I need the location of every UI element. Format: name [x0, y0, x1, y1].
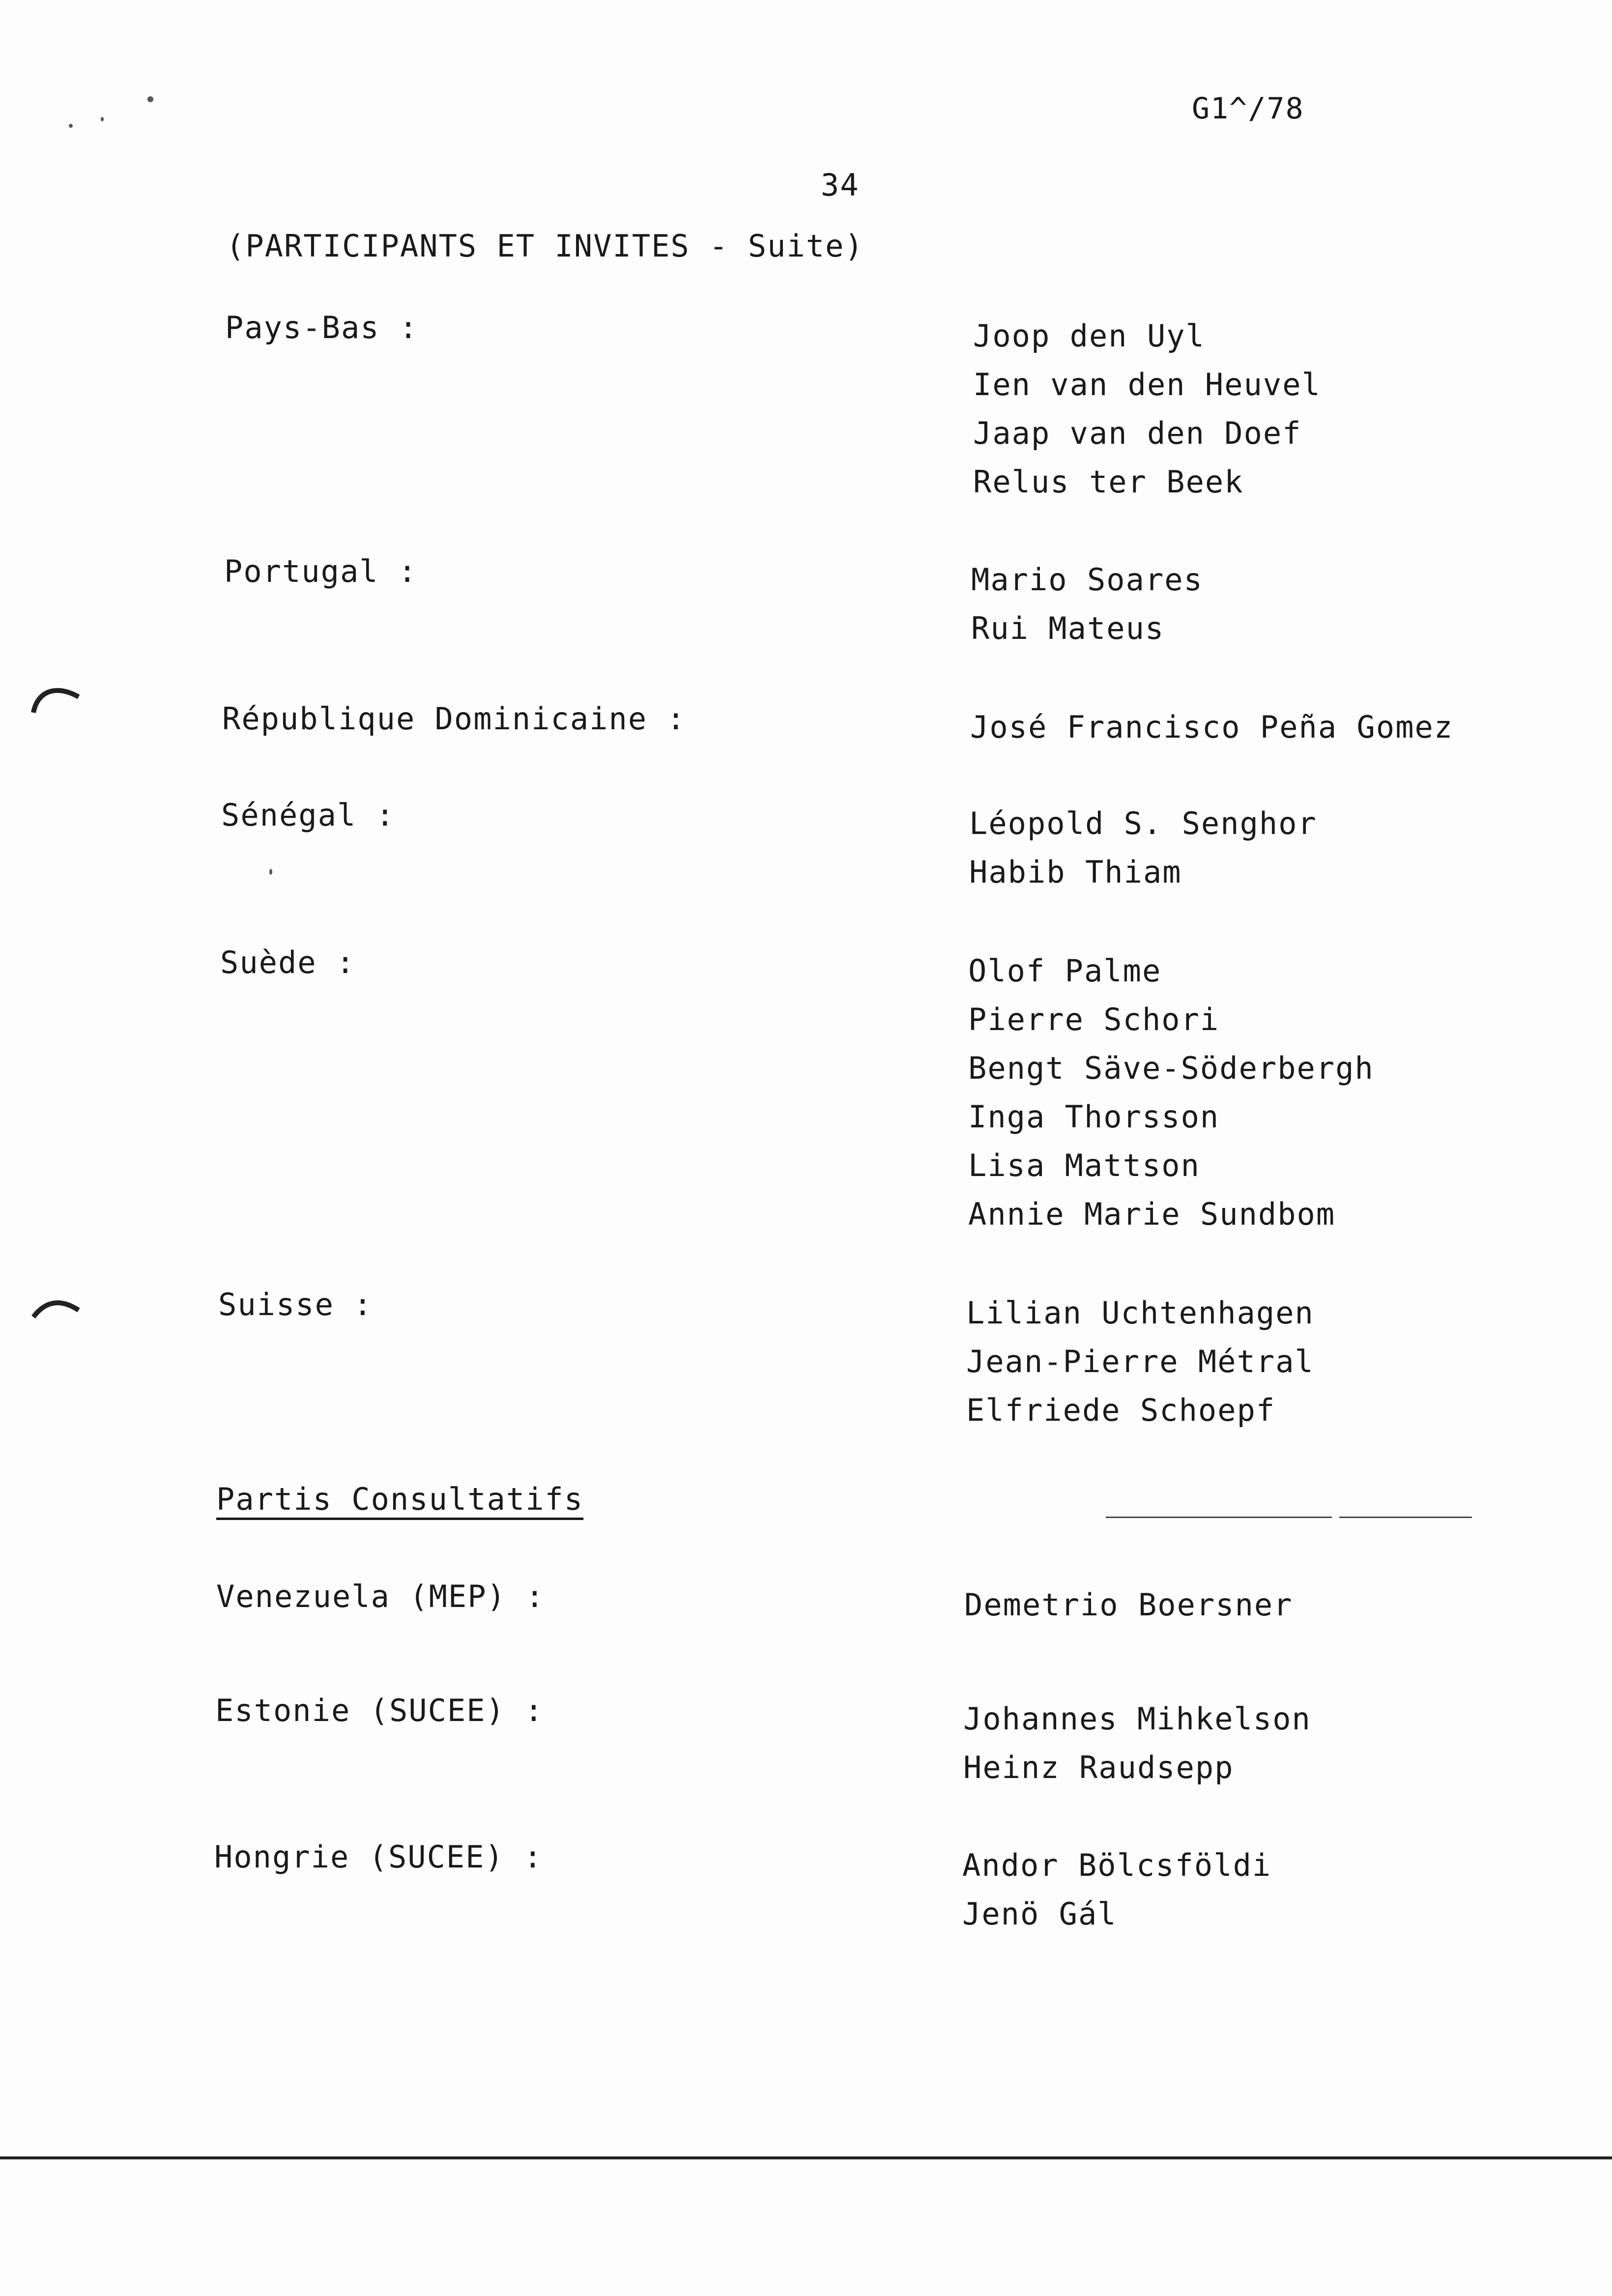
- participant-name: Inga Thorsson: [968, 1099, 1220, 1135]
- scan-speck: [69, 124, 73, 128]
- scan-mark: [29, 1292, 84, 1322]
- participant-name: Relus ter Beek: [973, 464, 1244, 500]
- country-label: Sénégal :: [221, 797, 395, 833]
- dashed-rule: [1339, 1517, 1472, 1518]
- participant-name: Elfriede Schoepf: [966, 1392, 1276, 1428]
- country-label: Suède :: [220, 945, 356, 980]
- participant-name: Léopold S. Senghor: [969, 805, 1317, 841]
- participant-name: Bengt Säve-Söderbergh: [968, 1050, 1374, 1086]
- participant-name: Jaap van den Doef: [973, 415, 1302, 451]
- document-reference: G1^/78: [1192, 91, 1304, 126]
- country-label: République Dominicaine :: [222, 701, 686, 737]
- participant-name: Lilian Uchtenhagen: [966, 1295, 1314, 1331]
- participant-name: Demetrio Boersner: [964, 1587, 1293, 1623]
- participant-name: Jenö Gál: [962, 1896, 1117, 1932]
- participant-name: Habib Thiam: [969, 854, 1182, 890]
- participant-name: Joop den Uyl: [973, 318, 1205, 354]
- participant-name: Ien van den Heuvel: [973, 367, 1321, 402]
- participant-name: Mario Soares: [971, 562, 1203, 598]
- participant-name: Johannes Mihkelson: [963, 1701, 1311, 1737]
- participant-list: [963, 1694, 1311, 1792]
- country-label: Suisse :: [218, 1287, 373, 1322]
- country-label: Estonie (SUCEE) :: [215, 1693, 544, 1728]
- participant-list: [971, 555, 1203, 653]
- page-number: 34: [821, 167, 860, 203]
- section-heading: Partis Consultatifs: [216, 1481, 584, 1517]
- country-label: Hongrie (SUCEE) :: [214, 1839, 543, 1875]
- scan-mark: [29, 678, 84, 718]
- participant-name: Olof Palme: [968, 953, 1162, 989]
- scan-speck: [147, 96, 153, 102]
- country-label: Venezuela (MEP) :: [216, 1578, 545, 1614]
- participant-list: [968, 947, 1374, 1238]
- page-bottom-rule: [0, 2156, 1612, 2159]
- country-label: Portugal :: [224, 553, 418, 589]
- participant-list: [970, 703, 1453, 751]
- participant-name: José Francisco Peña Gomez: [970, 709, 1454, 745]
- participant-list: [964, 1580, 1293, 1629]
- participant-list: [973, 312, 1321, 506]
- participant-name: Andor Bölcsföldi: [962, 1847, 1272, 1883]
- participant-name: Lisa Mattson: [968, 1148, 1200, 1183]
- participant-name: Pierre Schori: [968, 1002, 1220, 1037]
- dashed-rule: [1106, 1517, 1332, 1518]
- page-heading: (PARTICIPANTS ET INVITES - Suite): [226, 228, 864, 264]
- scan-speck: [269, 869, 272, 875]
- participant-name: Jean-Pierre Métral: [966, 1344, 1314, 1379]
- participant-list: [966, 1289, 1314, 1435]
- participant-list: [969, 799, 1317, 896]
- participant-list: [962, 1841, 1271, 1938]
- participant-name: Heinz Raudsepp: [963, 1750, 1234, 1785]
- scan-speck: [101, 117, 104, 121]
- country-label: Pays-Bas :: [225, 310, 419, 345]
- participant-name: Rui Mateus: [971, 610, 1165, 646]
- participant-name: Annie Marie Sundbom: [968, 1196, 1336, 1232]
